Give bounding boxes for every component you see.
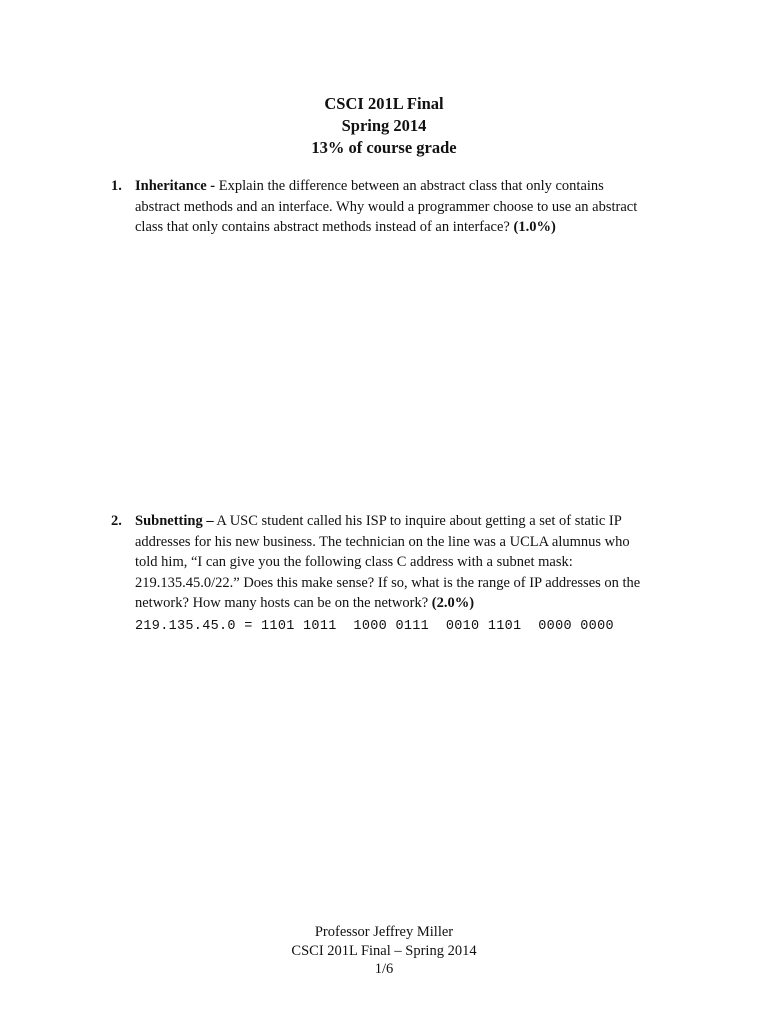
page-footer bbox=[0, 923, 768, 979]
question-body bbox=[135, 511, 641, 614]
page-number: 1/6 bbox=[374, 961, 394, 977]
exam-term: Spring 2014 bbox=[341, 116, 427, 135]
question-text: Explain the difference between an abstract class that only contains abstract methods and an interface. Why would a programmer choose to use an abstract class that only contains abstract methods instead of an interface? bbox=[135, 178, 638, 235]
footer-exam: CSCI 201L Final – Spring 2014 bbox=[291, 942, 477, 959]
question-topic: Subnetting – bbox=[135, 513, 214, 529]
question-number: 2. bbox=[111, 513, 122, 529]
question-number: 1. bbox=[111, 178, 122, 194]
question-points: (1.0%) bbox=[513, 219, 556, 235]
binary-address-line: 219.135.45.0 = 1101 1011 1000 0111 0010 1101 0000 0000 bbox=[135, 619, 614, 634]
question-body bbox=[135, 176, 641, 238]
question-text: A USC student called his ISP to inquire about getting a set of static IP addresses for his new business. The technician on the line was a UCLA alumnus who told him, “I can give you the following class C address with a subnet mask: 219.135.45.0/22.” Does this make sense? If so, what is the range of IP addresses on the network? How many hosts can be on the network? bbox=[135, 513, 641, 611]
question-points: (2.0%) bbox=[431, 595, 475, 611]
exam-header bbox=[0, 93, 768, 159]
grade-weight: 13% of course grade bbox=[311, 138, 457, 157]
question-topic: Inheritance - bbox=[135, 178, 216, 194]
footer-professor: Professor Jeffrey Miller bbox=[314, 924, 454, 940]
question-1 bbox=[111, 176, 641, 238]
course-title: CSCI 201L Final bbox=[324, 94, 444, 113]
question-2 bbox=[111, 511, 641, 614]
